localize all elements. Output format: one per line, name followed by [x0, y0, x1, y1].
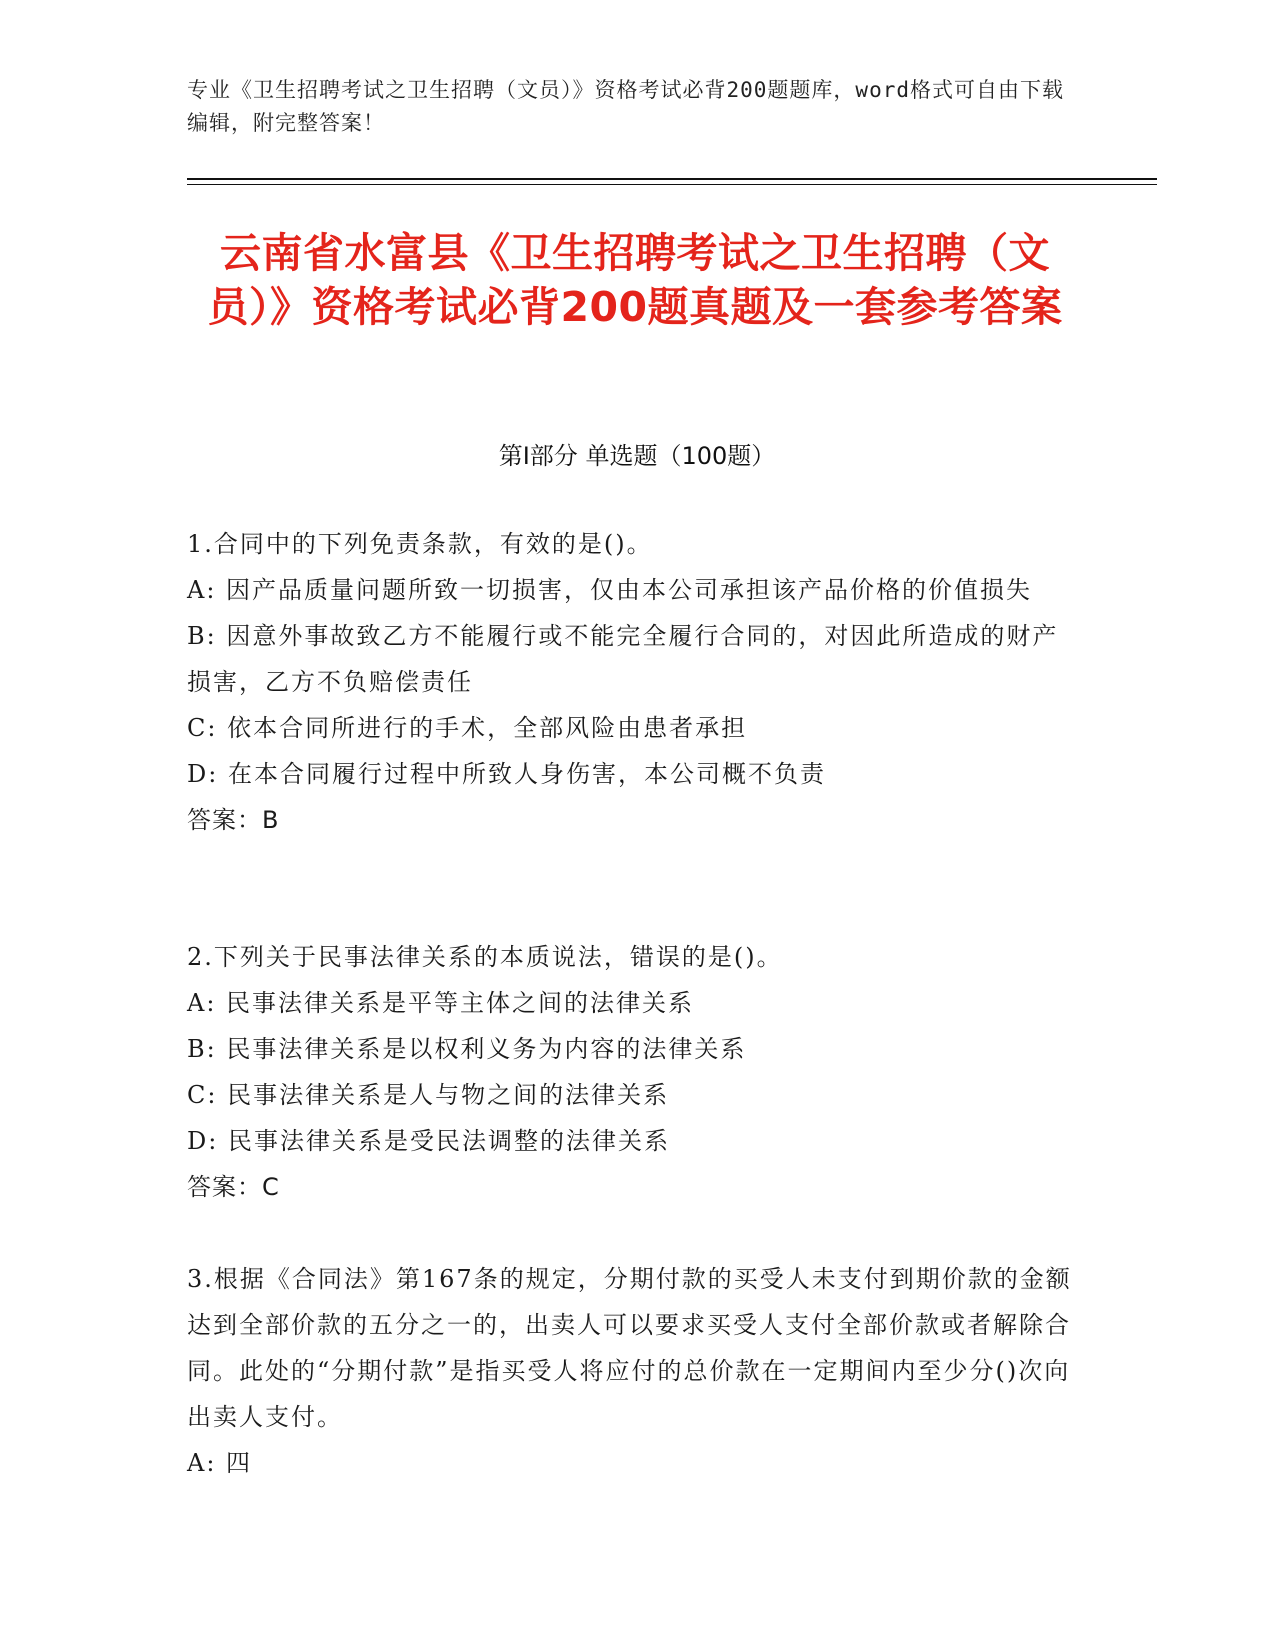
option-b: B: 民事法律关系是以权利义务为内容的法律关系	[187, 1035, 747, 1063]
option-d: D: 在本合同履行过程中所致人身伤害，本公司概不负责	[187, 760, 826, 788]
option-c: C: 民事法律关系是人与物之间的法律关系	[187, 1081, 670, 1109]
header-divider-thin	[187, 184, 1157, 185]
header-divider-thick	[187, 178, 1157, 180]
option-c: C: 依本合同所进行的手术，全部风险由患者承担	[187, 714, 748, 742]
option-b: B: 因意外事故致乙方不能履行或不能完全履行合同的，对因此所造成的财产损害，乙方不负赔偿责任	[187, 622, 1059, 696]
option-a: A: 因产品质量问题所致一切损害，仅由本公司承担该产品价格的价值损失	[187, 576, 1033, 604]
question-3	[187, 1256, 1077, 1486]
question-stem: 2.下列关于民事法律关系的本质说法，错误的是()。	[187, 943, 783, 971]
header-note: 专业《卫生招聘考试之卫生招聘（文员）》资格考试必背200题题库，word格式可自由下载编辑，附完整答案！	[187, 78, 1064, 135]
option-d: D: 民事法律关系是受民法调整的法律关系	[187, 1127, 670, 1155]
question-stem: 3.根据《合同法》第167条的规定，分期付款的买受人未支付到期价款的金额达到全部价款的五分之一的，出卖人可以要求买受人支付全部价款或者解除合同。此处的“分期付款”是指买受人将应付的总价款在一定期间内至少分()次向出卖人支付。	[187, 1265, 1072, 1431]
question-2	[187, 934, 1077, 1210]
answer: 答案：B	[187, 806, 280, 834]
question-stem: 1.合同中的下列免责条款，有效的是()。	[187, 530, 653, 558]
answer: 答案：C	[187, 1173, 280, 1201]
option-a: A: 民事法律关系是平等主体之间的法律关系	[187, 989, 695, 1017]
document-title: 云南省水富县《卫生招聘考试之卫生招聘（文员）》资格考试必背200题真题及一套参考答案	[207, 229, 1063, 331]
section-title: 第I部分 单选题（100题）	[498, 442, 776, 470]
question-1	[187, 521, 1077, 843]
option-a: A: 四	[187, 1449, 253, 1477]
